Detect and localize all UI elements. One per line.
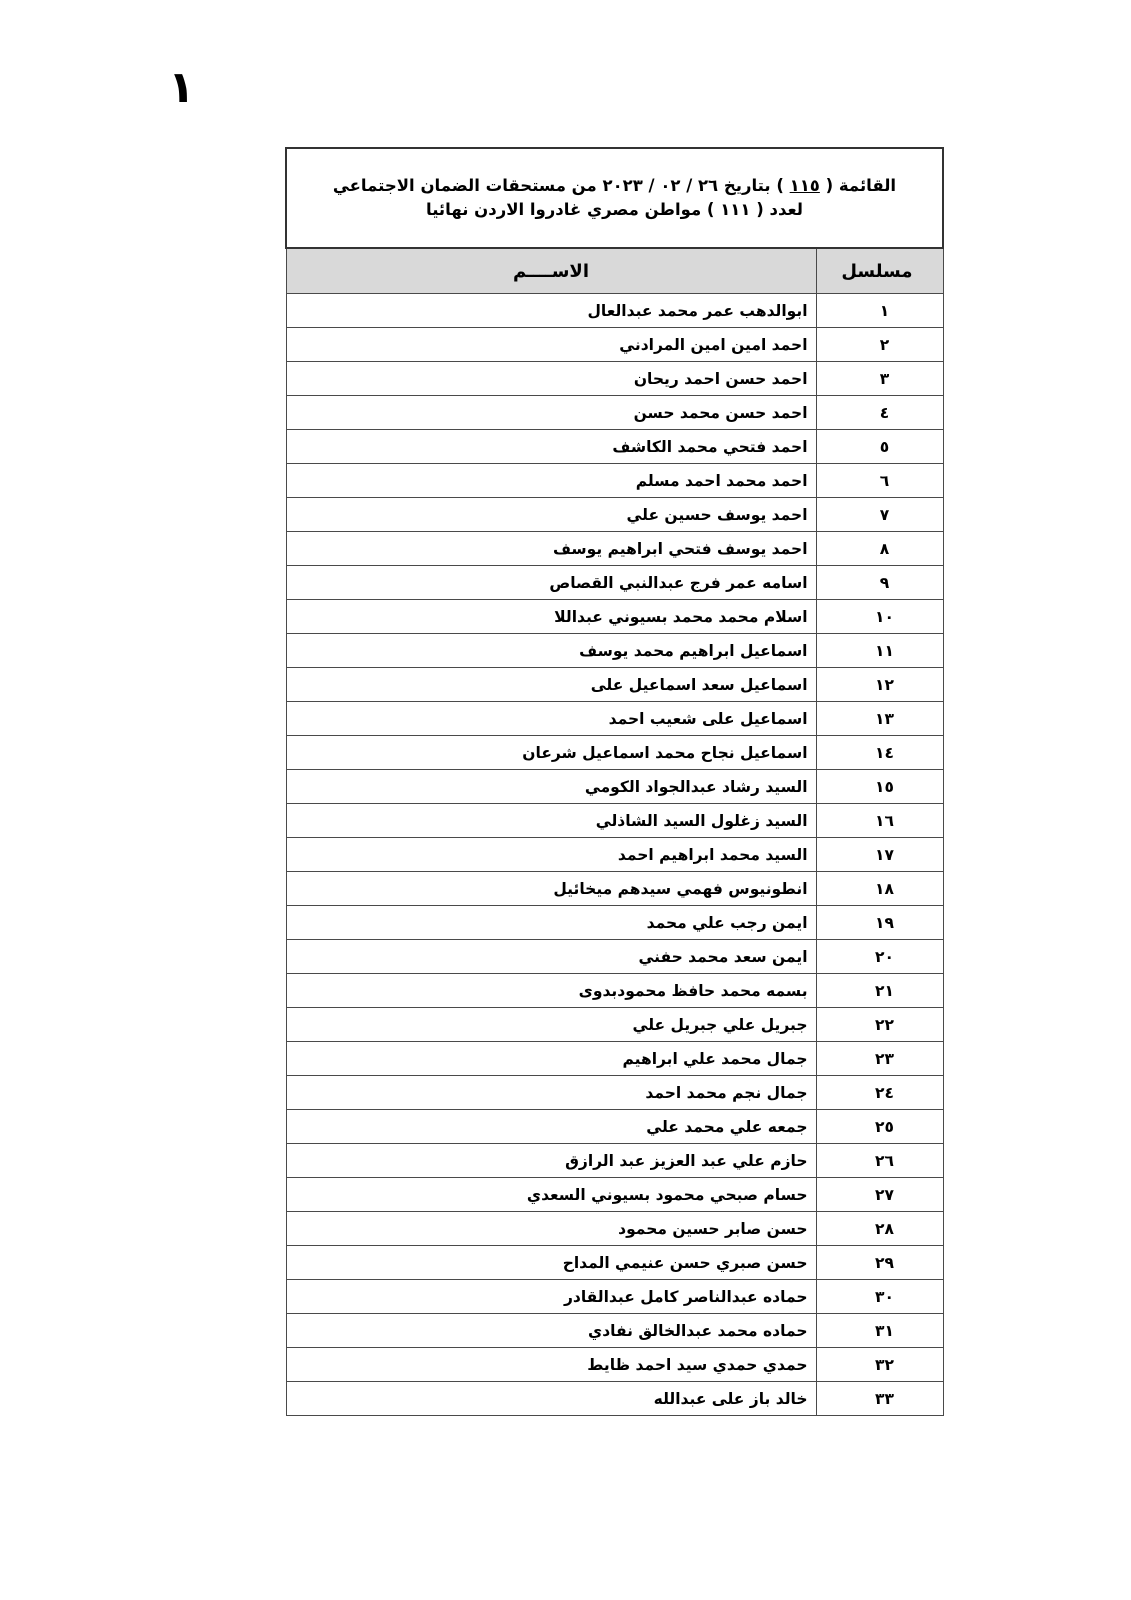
row-serial: ١٩ [816,906,943,940]
row-name: السيد زغلول السيد الشاذلي [286,804,816,838]
table-row [286,1382,943,1416]
page-number: ١ [168,62,195,113]
table-row [286,736,943,770]
row-name: احمد امين امين المرادني [286,328,816,362]
row-name: جمعه علي محمد علي [286,1110,816,1144]
row-name: احمد يوسف حسين علي [286,498,816,532]
header-serial: مسلسل [816,248,943,294]
table-row [286,464,943,498]
row-serial: ٣١ [816,1314,943,1348]
row-name: اسماعيل ابراهيم محمد يوسف [286,634,816,668]
row-name: حسن صابر حسين محمود [286,1212,816,1246]
row-serial: ٣٣ [816,1382,943,1416]
table-row [286,1246,943,1280]
table-row [286,770,943,804]
row-name: السيد رشاد عبدالجواد الكومي [286,770,816,804]
table-row [286,362,943,396]
table-row [286,634,943,668]
row-name: حسام صبحي محمود بسيوني السعدي [286,1178,816,1212]
row-name: احمد فتحي محمد الكاشف [286,430,816,464]
row-name: ايمن رجب علي محمد [286,906,816,940]
row-serial: ٢٥ [816,1110,943,1144]
row-name: خالد باز على عبدالله [286,1382,816,1416]
row-name: اسامه عمر فرج عبدالنبي القصاص [286,566,816,600]
row-serial: ١٦ [816,804,943,838]
row-serial: ٢٢ [816,1008,943,1042]
table-row [286,906,943,940]
row-serial: ٦ [816,464,943,498]
title-row [286,148,943,248]
row-serial: ١٥ [816,770,943,804]
row-serial: ٣٢ [816,1348,943,1382]
row-name: ايمن سعد محمد حفني [286,940,816,974]
row-serial: ٢ [816,328,943,362]
row-serial: ٢٧ [816,1178,943,1212]
table-row [286,668,943,702]
row-serial: ٢٩ [816,1246,943,1280]
row-serial: ٧ [816,498,943,532]
row-name: بسمه محمد حافظ محمودبدوى [286,974,816,1008]
row-serial: ٩ [816,566,943,600]
row-name: السيد محمد ابراهيم احمد [286,838,816,872]
row-serial: ٥ [816,430,943,464]
row-name: حماده عبدالناصر كامل عبدالقادر [286,1280,816,1314]
row-serial: ٤ [816,396,943,430]
row-serial: ١٨ [816,872,943,906]
document-title [286,148,943,248]
table-row [286,498,943,532]
row-serial: ٢٨ [816,1212,943,1246]
row-name: اسماعيل سعد اسماعيل على [286,668,816,702]
row-serial: ١ [816,294,943,328]
table-row [286,430,943,464]
table-row [286,804,943,838]
table-row [286,532,943,566]
table-row [286,1076,943,1110]
row-serial: ٣ [816,362,943,396]
table-row [286,600,943,634]
table-row [286,702,943,736]
row-serial: ١٧ [816,838,943,872]
table-row [286,1280,943,1314]
row-name: حازم علي عبد العزيز عبد الرازق [286,1144,816,1178]
row-serial: ١٢ [816,668,943,702]
table-row [286,974,943,1008]
row-name: حمدي حمدي سيد احمد ظايط [286,1348,816,1382]
table-row [286,1178,943,1212]
row-serial: ١٠ [816,600,943,634]
row-name: احمد حسن محمد حسن [286,396,816,430]
table-row [286,838,943,872]
table-row [286,1314,943,1348]
row-serial: ٢٤ [816,1076,943,1110]
table-row [286,1348,943,1382]
header-name: الاســــم [286,248,816,294]
row-name: احمد حسن احمد ريحان [286,362,816,396]
row-serial: ٢٠ [816,940,943,974]
title-line-2: لعدد ( ١١١ ) مواطن مصري غادروا الاردن نهائيا [426,200,803,219]
table-row [286,1042,943,1076]
table-row [286,396,943,430]
table-row [286,1212,943,1246]
table-header-row [286,248,943,294]
row-serial: ٢٦ [816,1144,943,1178]
row-serial: ٢٣ [816,1042,943,1076]
row-name: حماده محمد عبدالخالق نفادي [286,1314,816,1348]
row-serial: ١٤ [816,736,943,770]
row-name: احمد محمد احمد مسلم [286,464,816,498]
row-serial: ١١ [816,634,943,668]
row-name: جمال محمد علي ابراهيم [286,1042,816,1076]
list-number: ١١٥ [789,176,820,195]
row-name: احمد يوسف فتحي ابراهيم يوسف [286,532,816,566]
table-row [286,940,943,974]
table-row [286,872,943,906]
row-name: اسماعيل نجاح محمد اسماعيل شرعان [286,736,816,770]
title-line-1: القائمة ( ١١٥ ) بتاريخ ٢٦ / ٠٢ / ٢٠٢٣ من مستحقات الضمان الاجتماعي [332,176,897,195]
row-serial: ٨ [816,532,943,566]
table-row [286,294,943,328]
row-serial: ١٣ [816,702,943,736]
row-name: انطونيوس فهمي سيدهم ميخائيل [286,872,816,906]
row-name: جمال نجم محمد احمد [286,1076,816,1110]
table-row [286,1110,943,1144]
table-row [286,328,943,362]
row-name: حسن صبري حسن عنيمي المداح [286,1246,816,1280]
row-name: اسماعيل على شعيب احمد [286,702,816,736]
row-name: اسلام محمد محمد بسيوني عبداللا [286,600,816,634]
row-serial: ٢١ [816,974,943,1008]
table-row [286,566,943,600]
row-name: جبريل علي جبريل علي [286,1008,816,1042]
row-serial: ٣٠ [816,1280,943,1314]
row-name: ابوالدهب عمر محمد عبدالعال [286,294,816,328]
table-row [286,1144,943,1178]
table-row [286,1008,943,1042]
beneficiaries-table [285,147,944,1416]
